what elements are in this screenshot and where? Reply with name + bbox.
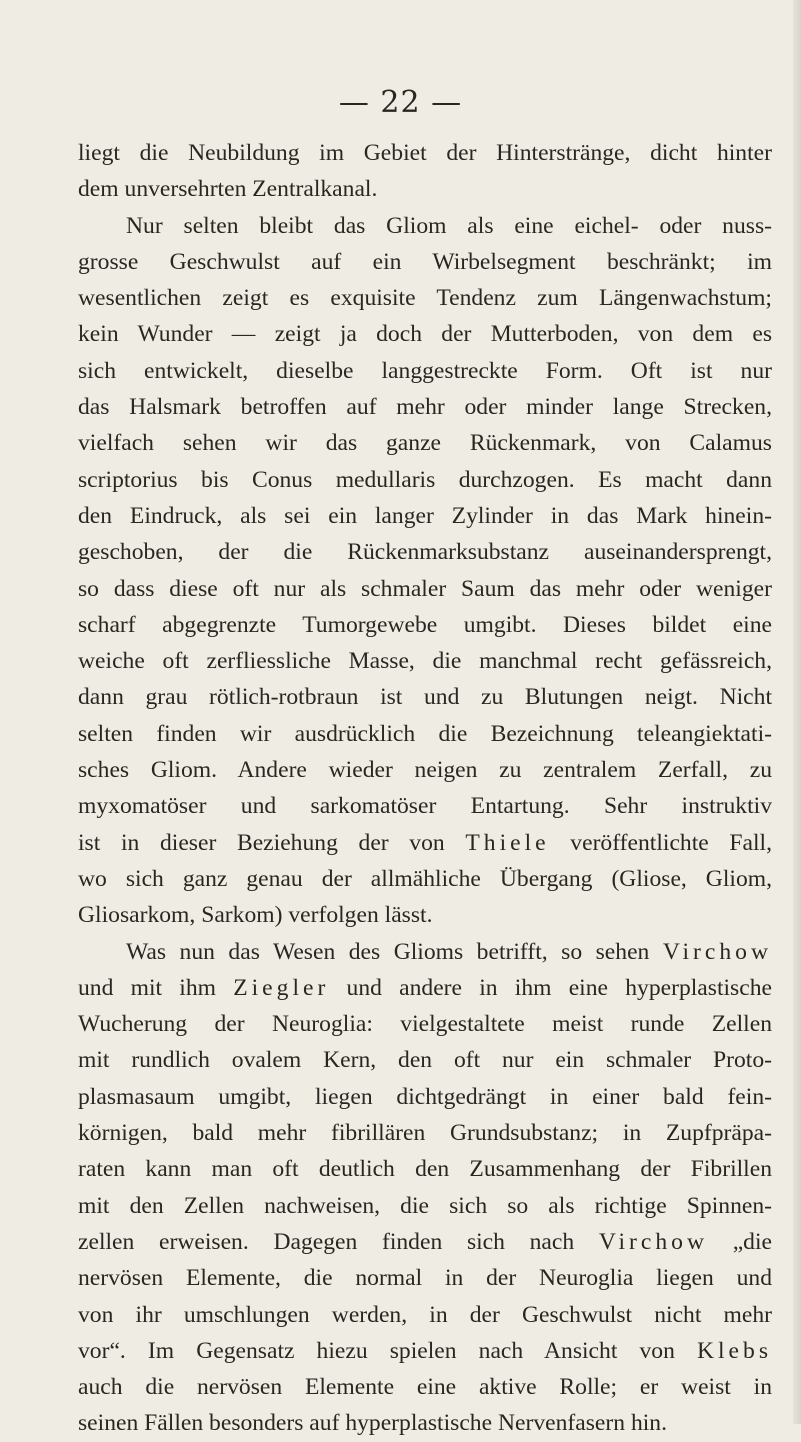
text-segment: plasmasaum umgibt, liegen dichtgedrängt in einer bald fein- — [78, 1083, 772, 1110]
body-text — [78, 135, 772, 1442]
text-segment: dem unversehrten Zentralkanal. — [78, 176, 378, 203]
text-line — [78, 498, 772, 534]
text-line — [78, 244, 772, 280]
text-segment: vor“. Im Gegensatz hiezu spielen nach Ansicht von — [78, 1337, 697, 1364]
text-line — [78, 1260, 772, 1296]
text-segment: von ihr umschlungen werden, in der Geschwulst nicht mehr — [78, 1301, 772, 1328]
text-line — [78, 208, 772, 244]
text-segment: kein Wunder — zeigt ja doch der Mutterboden, von dem es — [78, 321, 772, 348]
text-line — [78, 752, 772, 788]
text-segment: grosse Geschwulst auf ein Wirbelsegment beschränkt; im — [78, 248, 772, 275]
emphasized-name: Virchow — [598, 1228, 709, 1255]
text-line — [78, 788, 772, 824]
text-segment: nervösen Elemente, die normal in der Neuroglia liegen und — [78, 1265, 772, 1292]
text-line — [78, 1115, 772, 1151]
text-segment: so dass diese oft nur als schmaler Saum das mehr oder weniger — [78, 575, 772, 602]
text-segment: liegt die Neubildung im Gebiet der Hinterstränge, dicht hinter — [78, 140, 772, 166]
text-line — [78, 970, 772, 1006]
text-segment: wesentlichen zeigt es exquisite Tendenz zum Längenwachstum; — [78, 285, 772, 312]
text-line — [78, 462, 772, 498]
text-segment: myxomatöser und sarkomatöser Entartung. Sehr instruktiv — [78, 793, 772, 820]
text-segment: sich entwickelt, dieselbe langgestreckte Form. Oft ist nur — [78, 357, 772, 384]
text-segment: auch die nervösen Elemente eine aktive Rolle; er weist in — [78, 1374, 772, 1401]
text-segment: mit den Zellen nachweisen, die sich so als richtige Spinnen- — [78, 1192, 772, 1219]
text-segment: veröffentlichte Fall, — [549, 829, 773, 856]
emphasized-name: Thiele — [465, 829, 550, 856]
text-line — [78, 389, 772, 425]
text-line — [78, 280, 772, 316]
text-line — [78, 1297, 772, 1333]
text-segment: das Halsmark betroffen auf mehr oder minder lange Strecken, — [78, 394, 772, 421]
page-edge — [793, 0, 801, 1424]
text-line — [78, 425, 772, 461]
text-segment: raten kann man oft deutlich den Zusammenhang der Fibrillen — [78, 1156, 772, 1183]
text-segment: Wucherung der Neuroglia: vielgestaltete meist runde Zellen — [78, 1011, 772, 1038]
text-line — [78, 607, 772, 643]
text-line — [78, 1369, 772, 1405]
text-segment: Was nun das Wesen des Glioms betrifft, so sehen — [126, 938, 663, 965]
text-segment: und andere in ihm eine hyperplastische — [329, 974, 772, 1001]
text-line — [78, 316, 772, 352]
text-segment: dann grau rötlich-rotbraun ist und zu Blutungen neigt. Nicht — [78, 684, 772, 711]
text-segment: körnigen, bald mehr fibrillären Grundsubstanz; in Zupfpräpa- — [78, 1120, 772, 1147]
text-line — [78, 171, 772, 207]
text-line — [78, 534, 772, 570]
text-line — [78, 1224, 772, 1260]
text-line — [78, 353, 772, 389]
text-segment: scriptorius bis Conus medullaris durchzogen. Es macht dann — [78, 466, 772, 493]
text-segment: mit rundlich ovalem Kern, den oft nur ein schmaler Proto- — [78, 1047, 772, 1074]
text-line — [78, 135, 772, 171]
text-line — [78, 679, 772, 715]
text-segment: sches Gliom. Andere wieder neigen zu zentralem Zerfall, zu — [78, 757, 772, 784]
text-segment: und mit ihm — [78, 974, 234, 1001]
text-segment: ist in dieser Beziehung der von — [78, 829, 466, 856]
text-segment: den Eindruck, als sei ein langer Zylinder in das Mark hinein- — [78, 502, 772, 529]
text-line — [78, 934, 772, 970]
text-line — [78, 571, 772, 607]
text-segment: Gliosarkom, Sarkom) verfolgen lässt. — [78, 902, 433, 929]
emphasized-name: Ziegler — [233, 974, 330, 1001]
text-line — [78, 897, 772, 933]
text-segment: Nur selten bleibt das Gliom als eine eichel- oder nuss- — [126, 212, 772, 239]
page-number: — 22 — — [338, 85, 463, 120]
text-segment: „die — [708, 1228, 773, 1255]
text-segment: vielfach sehen wir das ganze Rückenmark, von Calamus — [78, 430, 772, 457]
text-line — [78, 643, 772, 679]
text-line — [78, 1042, 772, 1078]
text-line — [78, 1333, 772, 1369]
text-segment: zellen erweisen. Dagegen finden sich nach — [78, 1228, 599, 1255]
text-line — [78, 1188, 772, 1224]
text-line — [78, 1006, 772, 1042]
emphasized-name: Virchow — [662, 938, 772, 965]
text-segment: scharf abgegrenzte Tumorgewebe umgibt. Dieses bildet eine — [78, 611, 772, 638]
text-segment: selten finden wir ausdrücklich die Bezeichnung teleangiektati- — [78, 720, 772, 747]
text-segment: seinen Fällen besonders auf hyperplastische Nervenfasern hin. — [78, 1410, 667, 1437]
text-segment: weiche oft zerfliessliche Masse, die manchmal recht gefässreich, — [78, 648, 772, 675]
text-line — [78, 1151, 772, 1187]
text-line — [78, 716, 772, 752]
text-line — [78, 825, 772, 861]
text-line — [78, 861, 772, 897]
emphasized-name: Klebs — [696, 1337, 772, 1364]
text-segment: geschoben, der die Rückenmarksubstanz auseinandersprengt, — [78, 539, 772, 566]
text-line — [78, 1079, 772, 1115]
text-segment: wo sich ganz genau der allmähliche Übergang (Gliose, Gliom, — [78, 865, 772, 892]
